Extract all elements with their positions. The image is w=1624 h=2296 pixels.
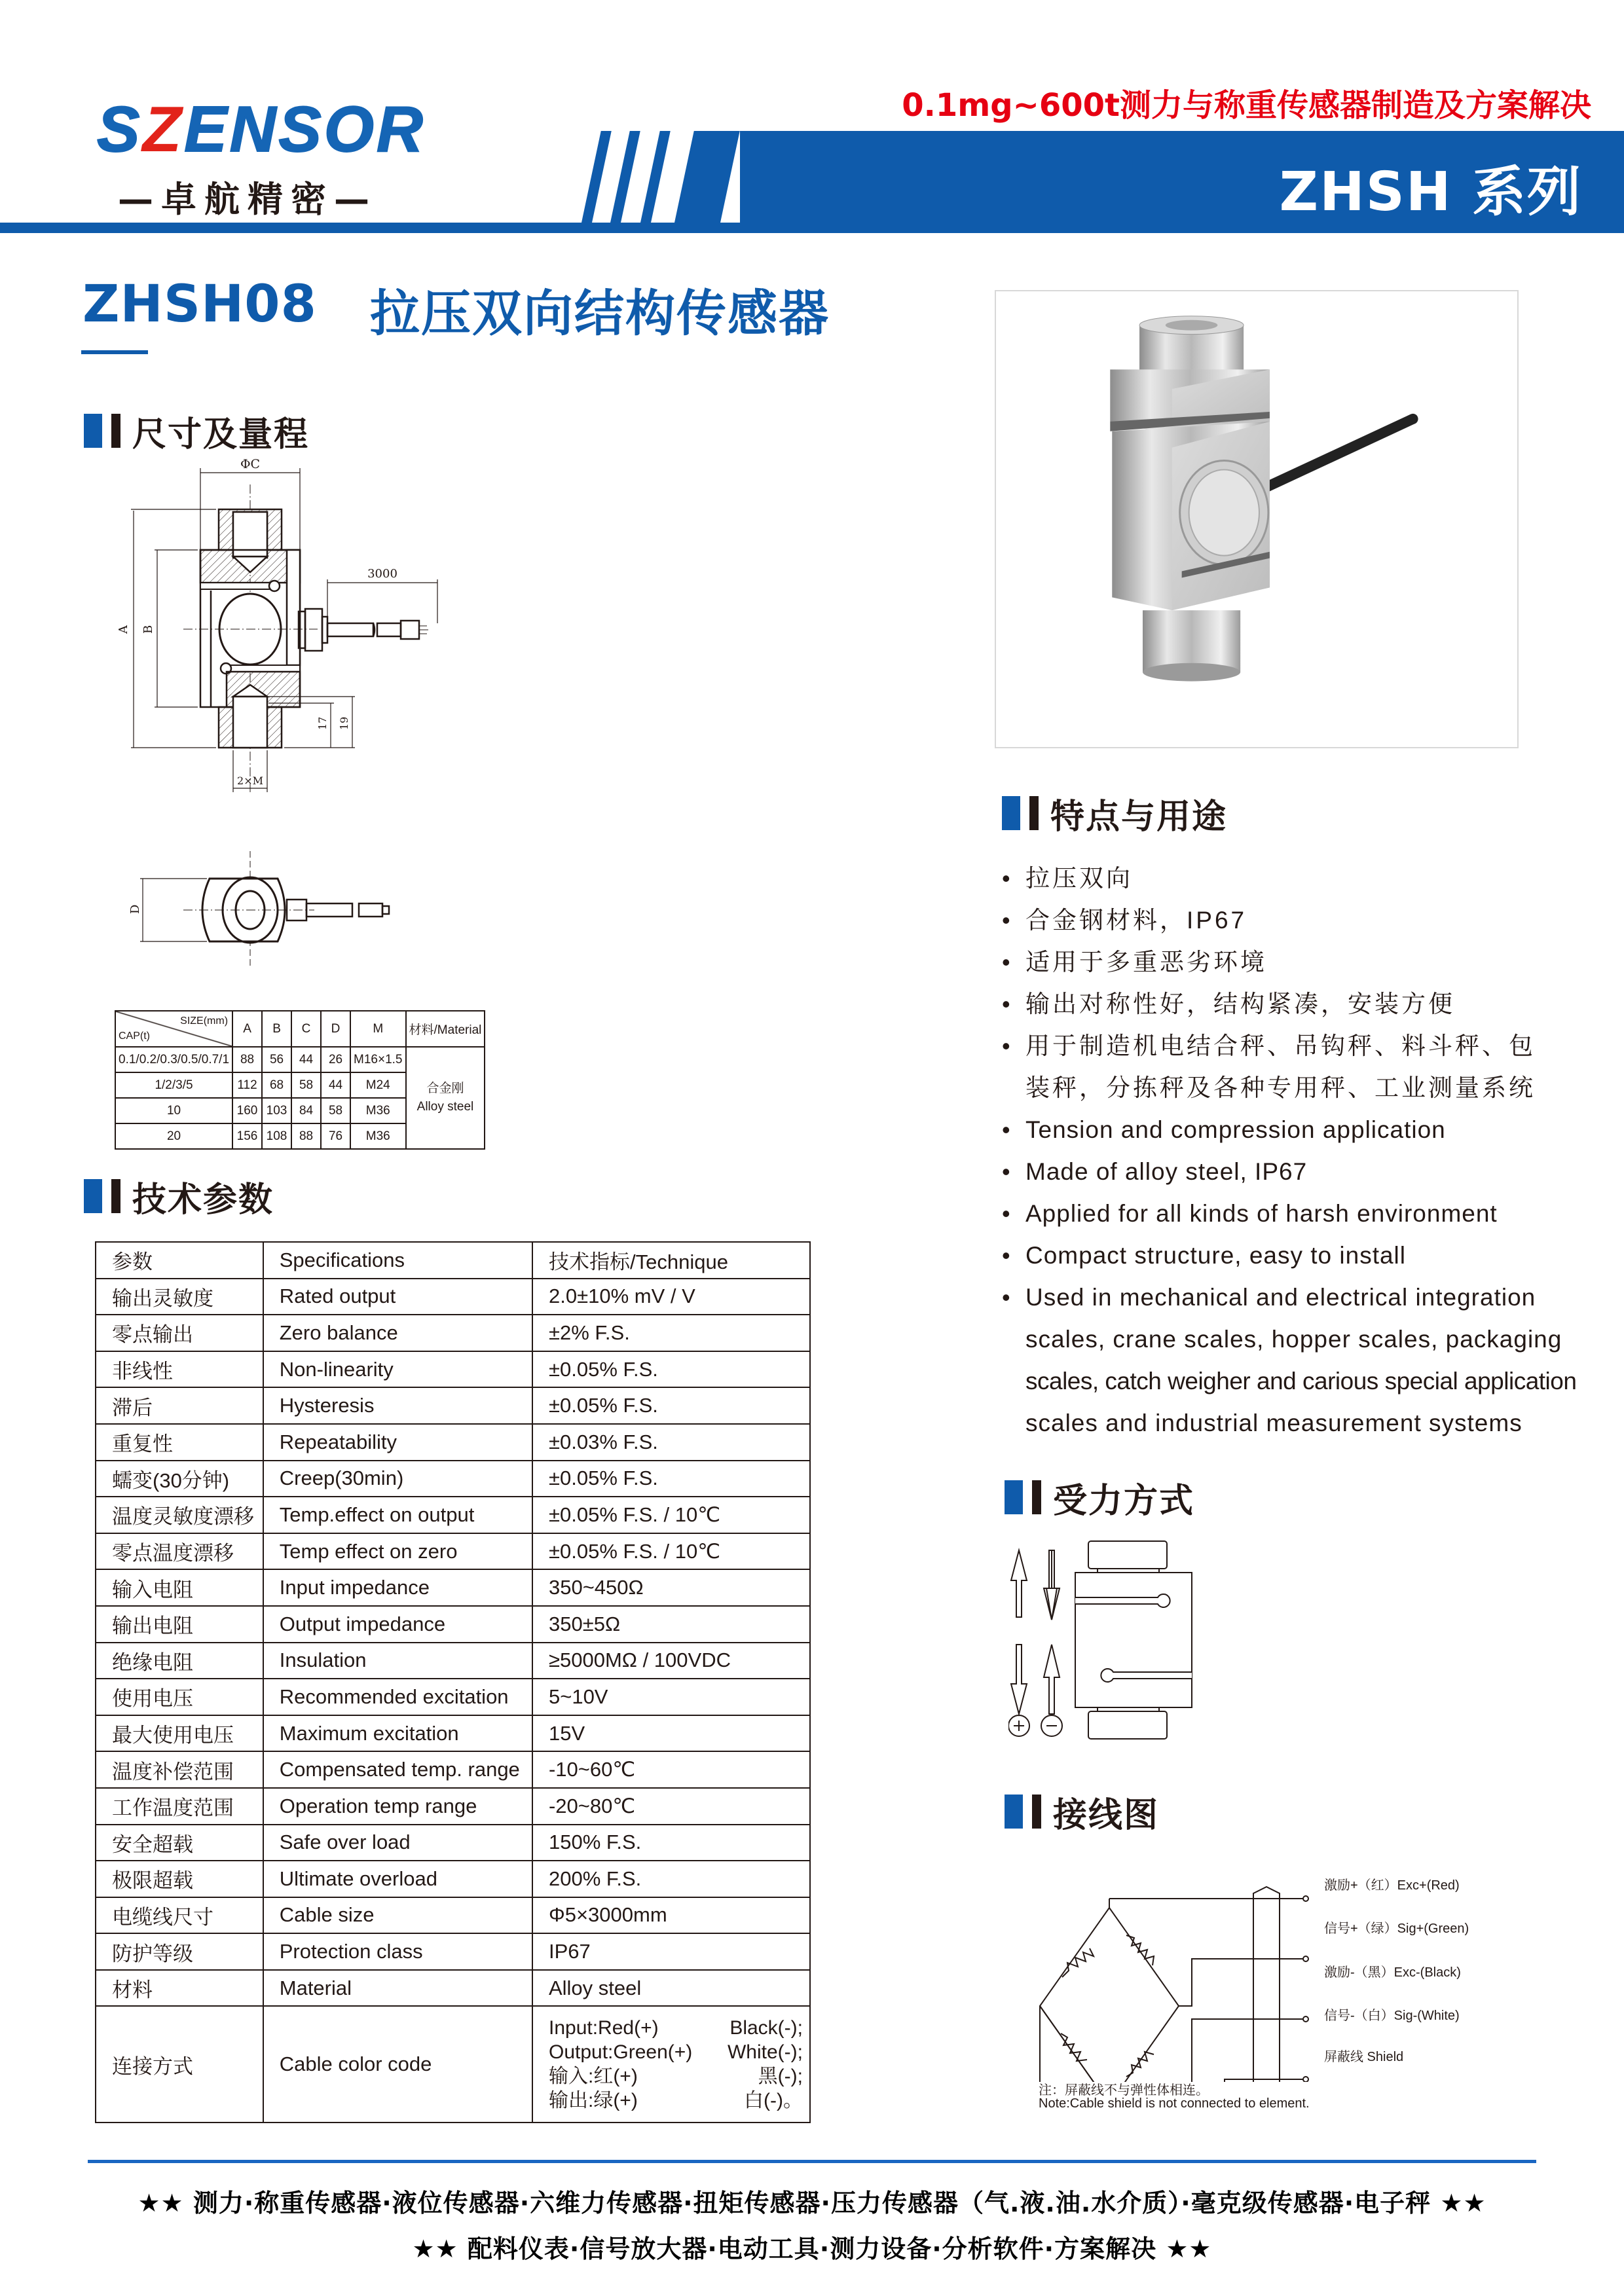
logo-letter-s: S [97, 93, 143, 165]
series-label: ZHSH 系列 [1279, 161, 1582, 223]
corner-cell [115, 1011, 232, 1047]
list-item-line: scales and industrial measurement systems [1025, 1410, 1522, 1436]
heading-bar-blue [84, 414, 102, 448]
param-cn: 安全超载 [96, 1825, 263, 1861]
table-row [96, 1643, 810, 1679]
list-item-line: 装秤，分拣秤及各种专用秤、工业测量系统 [1025, 1074, 1536, 1101]
header-stripe [674, 131, 740, 223]
compression-arrow-up-icon [1044, 1645, 1060, 1714]
heading-bar-blue [1005, 1480, 1023, 1514]
param-cn: 非线性 [96, 1351, 263, 1388]
corner-size-label: SIZE(mm) [180, 1015, 229, 1027]
section-title: 受力方式 [1053, 1481, 1195, 1521]
brand-logo [97, 93, 426, 165]
list-item: • 拉压双向 [1002, 858, 1617, 900]
cell-c: 88 [291, 1123, 321, 1149]
heading-bar-dark [1032, 1795, 1041, 1829]
table-row [96, 1387, 810, 1424]
list-item: • Applied for all kinds of harsh environment [1002, 1193, 1617, 1235]
table-row [96, 1897, 810, 1934]
param-value: IP67 [532, 1933, 810, 1970]
param-value: ±0.05% F.S. [532, 1461, 810, 1497]
table-row [96, 1715, 810, 1752]
table-row [96, 1970, 810, 2007]
param-en: Cable size [263, 1897, 532, 1934]
list-item-line: scales, crane scales, hopper scales, packaging [1025, 1326, 1562, 1353]
header-spec: Specifications [263, 1242, 532, 1279]
param-cn: 连接方式 [96, 2006, 263, 2123]
header-param: 参数 [96, 1242, 263, 1279]
section-title: 特点与用途 [1050, 797, 1228, 837]
cell-a: 160 [232, 1098, 262, 1123]
section-title: 尺寸及量程 [132, 414, 310, 454]
cable-code: 输出:绿(+) [548, 2090, 638, 2112]
param-value: 350±5Ω [532, 1606, 810, 1643]
svg-text:19: 19 [338, 716, 350, 730]
logo-chinese-name: —卓航精密— [118, 179, 377, 220]
section-heading-force [1005, 1478, 1195, 1521]
param-value: -10~60℃ [532, 1751, 810, 1788]
cable-code: Input:Red(+) [548, 2017, 659, 2039]
section-heading-dimensions [84, 411, 310, 454]
cell-b: 56 [262, 1047, 291, 1072]
spec-table [95, 1241, 811, 2123]
list-item: • Made of alloy steel, IP67 [1002, 1151, 1617, 1193]
table-row [96, 1569, 810, 1606]
list-item-line: scales, catch weigher and carious special application [1025, 1368, 1577, 1394]
col-header-c: C [291, 1011, 321, 1047]
param-en: Operation temp range [263, 1788, 532, 1825]
param-cn: 极限超载 [96, 1861, 263, 1897]
section-heading-features [1002, 793, 1228, 837]
param-en: Recommended excitation [263, 1679, 532, 1715]
param-en: Rated output [263, 1279, 532, 1315]
param-en: Non-linearity [263, 1351, 532, 1388]
param-cn: 滞后 [96, 1387, 263, 1424]
param-cn: 蠕变(30分钟) [96, 1461, 263, 1497]
header-technique: 技术指标/Technique [532, 1242, 810, 1279]
logo-letter-z: Z [142, 93, 185, 165]
param-en: Compensated temp. range [263, 1751, 532, 1788]
dimension-drawing [118, 452, 602, 995]
param-value: -20~80℃ [532, 1788, 810, 1825]
dimension-table [115, 1010, 485, 1150]
cable-code: 输入:红(+) [548, 2066, 638, 2088]
param-cn: 重复性 [96, 1424, 263, 1461]
cell-b: 103 [262, 1098, 291, 1123]
param-value: ±0.03% F.S. [532, 1424, 810, 1461]
param-value: ±0.05% F.S. [532, 1351, 810, 1388]
col-header-material: 材料/Material [406, 1011, 485, 1047]
param-value: 15V [532, 1715, 810, 1752]
svg-text:B: B [141, 625, 155, 634]
param-en: Material [263, 1970, 532, 2007]
table-row [115, 1047, 485, 1072]
material-en: Alloy steel [416, 1100, 474, 1114]
param-cn: 电缆线尺寸 [96, 1897, 263, 1934]
col-header-a: A [232, 1011, 262, 1047]
header-stripe [610, 131, 640, 223]
list-item-line: • 用于制造机电结合秤、吊钩秤、料斗秤、包 [1025, 1032, 1536, 1059]
param-en: Hysteresis [263, 1387, 532, 1424]
material-cell [406, 1047, 485, 1149]
section-title: 技术参数 [132, 1180, 274, 1220]
material-cn: 合金刚 [426, 1081, 464, 1095]
cell-c: 84 [291, 1098, 321, 1123]
tension-arrow-down-icon [1044, 1550, 1060, 1620]
wire-label-sig-minus: 信号-（白）Sig-(White) [1324, 2009, 1460, 2023]
cap-cell: 20 [115, 1123, 232, 1149]
param-cn: 材料 [96, 1970, 263, 2007]
param-en: Temp effect on zero [263, 1533, 532, 1570]
cap-cell: 1/2/3/5 [115, 1072, 232, 1098]
force-diagram [1008, 1539, 1205, 1761]
compression-arrow-down-icon [1011, 1645, 1027, 1714]
cell-m: M16×1.5 [350, 1047, 405, 1072]
cell-d: 26 [321, 1047, 350, 1072]
features-list [1002, 858, 1617, 1444]
param-en: Zero balance [263, 1315, 532, 1351]
cell-a: 88 [232, 1047, 262, 1072]
param-cn: 零点输出 [96, 1315, 263, 1351]
heading-bar-blue [84, 1179, 102, 1213]
cell-m: M24 [350, 1072, 405, 1098]
section-heading-specs [84, 1176, 274, 1220]
cable-color-codes [532, 2006, 810, 2123]
cell-d: 44 [321, 1072, 350, 1098]
cable-code: 白(-)。 [744, 2090, 803, 2112]
table-row [96, 1461, 810, 1497]
col-header-m: M [350, 1011, 405, 1047]
cap-cell: 0.1/0.2/0.3/0.5/0.7/1 [115, 1047, 232, 1072]
param-cn: 工作温度范围 [96, 1788, 263, 1825]
section-title: 接线图 [1053, 1795, 1160, 1835]
param-value: 5~10V [532, 1679, 810, 1715]
footer-services-line: ★★ 配料仪表·信号放大器·电动工具·测力设备·分析软件·方案解决 ★★ [412, 2234, 1212, 2263]
param-cn: 最大使用电压 [96, 1715, 263, 1752]
list-item [1002, 1277, 1617, 1444]
param-en: Creep(30min) [263, 1461, 532, 1497]
param-en: Temp.effect on output [263, 1497, 532, 1533]
table-row [96, 1497, 810, 1533]
param-value: Alloy steel [532, 1970, 810, 2007]
param-cn: 输出电阻 [96, 1606, 263, 1643]
cell-m: M36 [350, 1098, 405, 1123]
param-en: Maximum excitation [263, 1715, 532, 1752]
table-row [96, 1825, 810, 1861]
param-en: Repeatability [263, 1424, 532, 1461]
table-row [96, 1315, 810, 1351]
svg-text:17: 17 [316, 716, 329, 730]
list-item: • Tension and compression application [1002, 1109, 1617, 1151]
cell-b: 68 [262, 1072, 291, 1098]
cap-cell: 10 [115, 1098, 232, 1123]
cell-b: 108 [262, 1123, 291, 1149]
heading-bar-dark [1029, 796, 1039, 830]
table-row [96, 1788, 810, 1825]
param-value: 200% F.S. [532, 1861, 810, 1897]
table-row [96, 1533, 810, 1570]
table-row [96, 1279, 810, 1315]
param-value: ±0.05% F.S. / 10℃ [532, 1497, 810, 1533]
cable-code: Black(-); [729, 2017, 803, 2039]
param-value: 2.0±10% mV / V [532, 1279, 810, 1315]
cell-c: 44 [291, 1047, 321, 1072]
list-item: • Compact structure, easy to install [1002, 1235, 1617, 1277]
param-value: Φ5×3000mm [532, 1897, 810, 1934]
svg-text:2×M: 2×M [237, 774, 263, 787]
table-row-cable [96, 2006, 810, 2123]
tension-arrow-up-icon [1011, 1550, 1027, 1617]
heading-bar-blue [1002, 796, 1020, 830]
cell-d: 76 [321, 1123, 350, 1149]
wiring-note-en: Note:Cable shield is not connected to element. [1039, 2096, 1310, 2111]
param-en: Input impedance [263, 1569, 532, 1606]
wire-label-exc-minus: 激励-（黑）Exc-(Black) [1324, 1965, 1461, 1980]
list-item: • 合金钢材料，IP67 [1002, 900, 1617, 941]
header-stripe [640, 131, 671, 223]
cell-c: 58 [291, 1072, 321, 1098]
wire-label-sig-plus: 信号+（绿）Sig+(Green) [1324, 1922, 1469, 1936]
param-cn: 零点温度漂移 [96, 1533, 263, 1570]
dimension-table-header [115, 1011, 485, 1047]
param-cn: 绝缘电阻 [96, 1643, 263, 1679]
param-cn: 输出灵敏度 [96, 1279, 263, 1315]
footer-products-line: ★★ 测力·称重传感器·液位传感器·六维力传感器·扭矩传感器·压力传感器（气.液.油.水介质）·毫克级传感器·电子秤 ★★ [138, 2189, 1486, 2217]
list-item: • 输出对称性好，结构紧凑，安装方便 [1002, 983, 1617, 1025]
heading-bar-blue [1005, 1795, 1023, 1829]
table-row [96, 1933, 810, 1970]
header-tagline: 0.1mg~600t测力与称重传感器制造及方案解决 [902, 87, 1591, 124]
param-en: Safe over load [263, 1825, 532, 1861]
param-en: Cable color code [263, 2006, 532, 2123]
param-en: Protection class [263, 1933, 532, 1970]
cell-d: 58 [321, 1098, 350, 1123]
corner-cap-label: CAP(t) [119, 1030, 150, 1042]
product-title: 拉压双向结构传感器 [370, 284, 830, 342]
model-number: ZHSH08 [83, 275, 317, 334]
header-stripe [581, 131, 612, 223]
param-value: ±0.05% F.S. / 10℃ [532, 1533, 810, 1570]
cell-m: M36 [350, 1123, 405, 1149]
param-cn: 输入电阻 [96, 1569, 263, 1606]
heading-bar-dark [1032, 1480, 1041, 1514]
param-value: 350~450Ω [532, 1569, 810, 1606]
table-row [96, 1351, 810, 1388]
product-photo [995, 290, 1519, 748]
section-heading-wiring [1005, 1792, 1160, 1835]
param-value: ±0.05% F.S. [532, 1387, 810, 1424]
footer-rule [88, 2160, 1536, 2163]
param-en: Output impedance [263, 1606, 532, 1643]
list-item [1002, 1025, 1617, 1109]
wiring-note-cn: 注：屏蔽线不与弹性体相连。 [1039, 2083, 1209, 2098]
wire-label-shield: 屏蔽线 Shield [1324, 2050, 1404, 2064]
param-cn: 温度补偿范围 [96, 1751, 263, 1788]
param-value: ±2% F.S. [532, 1315, 810, 1351]
svg-text:A: A [118, 625, 130, 634]
param-cn: 使用电压 [96, 1679, 263, 1715]
param-en: Ultimate overload [263, 1861, 532, 1897]
col-header-d: D [321, 1011, 350, 1047]
table-row [96, 1424, 810, 1461]
cable-code: 黑(-); [758, 2066, 803, 2088]
table-row [96, 1861, 810, 1897]
table-row [96, 1751, 810, 1788]
table-row [96, 1606, 810, 1643]
svg-text:ΦC: ΦC [240, 457, 261, 471]
cell-a: 156 [232, 1123, 262, 1149]
cable-code: White(-); [727, 2041, 803, 2064]
title-underline [81, 350, 148, 354]
heading-bar-dark [111, 414, 120, 448]
param-cn: 温度灵敏度漂移 [96, 1497, 263, 1533]
col-header-b: B [262, 1011, 291, 1047]
svg-text:D: D [128, 904, 142, 914]
list-item-line: • Used in mechanical and electrical integration [1025, 1284, 1536, 1311]
svg-text:3000: 3000 [367, 567, 397, 581]
heading-bar-dark [111, 1179, 120, 1213]
param-cn: 防护等级 [96, 1933, 263, 1970]
spec-table-header [96, 1242, 810, 1279]
param-value: 150% F.S. [532, 1825, 810, 1861]
param-en: Insulation [263, 1643, 532, 1679]
list-item: • 适用于多重恶劣环境 [1002, 941, 1617, 983]
cell-a: 112 [232, 1072, 262, 1098]
wire-label-exc-plus: 激励+（红）Exc+(Red) [1324, 1878, 1460, 1893]
cable-code: Output:Green(+) [548, 2041, 693, 2064]
param-value: ≥5000MΩ / 100VDC [532, 1643, 810, 1679]
table-row [96, 1679, 810, 1715]
logo-letters-ensor: ENSOR [184, 93, 426, 165]
